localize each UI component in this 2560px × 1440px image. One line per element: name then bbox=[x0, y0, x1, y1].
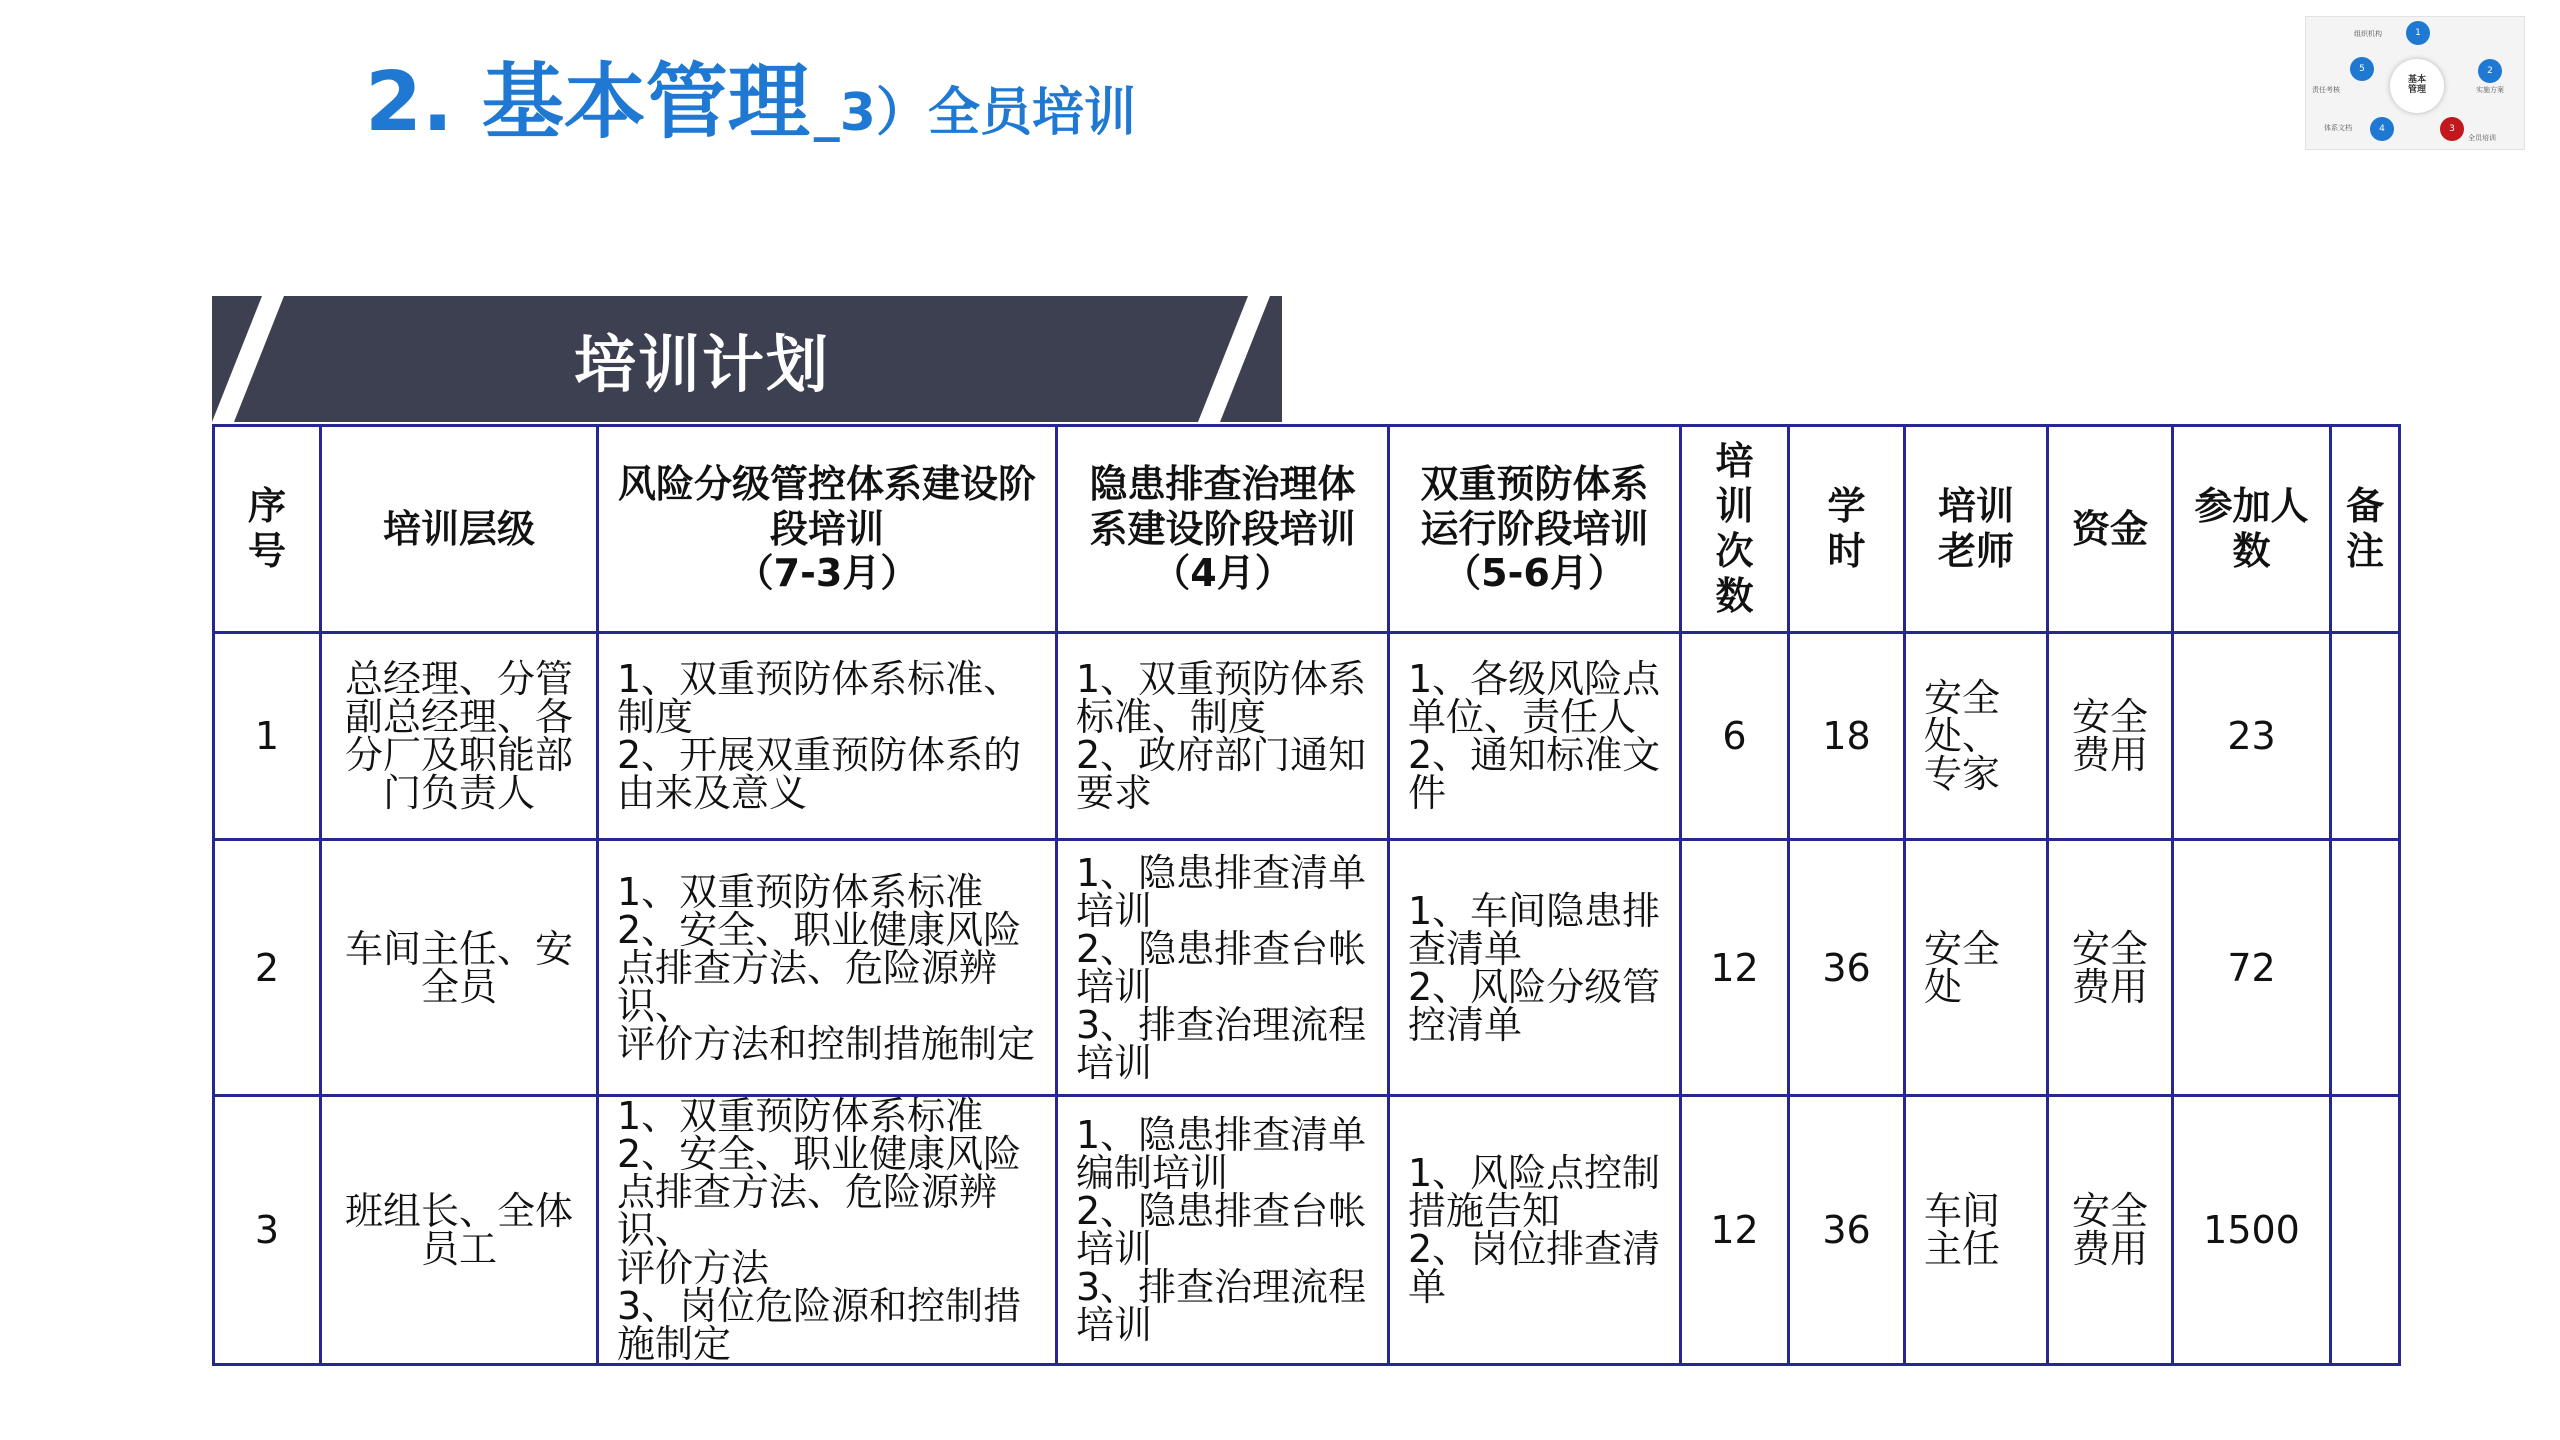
cell-teacher-line: 车间 bbox=[1924, 1189, 2001, 1233]
cell-fund-line: 费用 bbox=[2071, 1227, 2148, 1271]
cell-level-line: 门负责人 bbox=[382, 771, 535, 815]
header-times bbox=[1681, 426, 1789, 633]
header-no-line: 序 bbox=[247, 484, 286, 529]
cell-people: 23 bbox=[2173, 633, 2331, 840]
cell-people: 1500 bbox=[2173, 1096, 2331, 1365]
header-teacher-line: 培训 bbox=[1937, 484, 2014, 529]
section-thumbnail bbox=[2305, 16, 2525, 150]
header-remark bbox=[2331, 426, 2400, 633]
cell-hazard-line: 编制培训 bbox=[1076, 1151, 1229, 1195]
cell-teacher-line: 处、 bbox=[1924, 714, 2001, 758]
cell-hazard-line: 1、双重预防体系 bbox=[1076, 657, 1367, 701]
cell-hazard-line: 培训 bbox=[1076, 1227, 1153, 1271]
cell-risk-line: 评价方法 bbox=[617, 1246, 770, 1290]
cell-dual-line: 1、各级风险点 bbox=[1408, 657, 1661, 701]
cell-dual bbox=[1389, 840, 1681, 1096]
cell-fund bbox=[2048, 840, 2173, 1096]
cell-remark bbox=[2331, 633, 2400, 840]
thumbnail-label-1: 组织机构 bbox=[2354, 30, 2382, 38]
cell-hazard-line: 1、隐患排查清单 bbox=[1076, 850, 1367, 895]
header-hazard-line: （4月） bbox=[1152, 551, 1293, 596]
cell-hours: 36 bbox=[1789, 840, 1905, 1096]
header-people-line: 数 bbox=[2232, 529, 2271, 573]
cell-dual-line: 2、通知标准文 bbox=[1408, 733, 1661, 777]
cell-risk-line: 点排查方法、危险源辨识、 bbox=[617, 945, 998, 1028]
header-dual bbox=[1389, 426, 1681, 633]
cell-risk bbox=[598, 840, 1057, 1096]
cell-fund-line: 安全 bbox=[2071, 926, 2148, 971]
cell-hazard-line: 要求 bbox=[1076, 771, 1153, 815]
cell-risk bbox=[598, 1096, 1057, 1365]
cell-dual-line: 措施告知 bbox=[1408, 1189, 1561, 1233]
cell-teacher-line: 处 bbox=[1924, 964, 1963, 1009]
header-risk-line: （7-3月） bbox=[735, 551, 919, 596]
cell-teacher-line: 专家 bbox=[1924, 752, 2001, 796]
page-title bbox=[365, 55, 1136, 150]
cell-level-line: 分厂及职能部 bbox=[344, 733, 573, 777]
cell-risk-line: 1、双重预防体系标准 bbox=[617, 869, 984, 914]
page-title-main: 2. 基本管理 bbox=[365, 55, 810, 150]
cell-hazard-line: 1、隐患排查清单 bbox=[1076, 1113, 1367, 1157]
cell-hazard-line: 培训 bbox=[1076, 888, 1153, 933]
cell-fund bbox=[2048, 1096, 2173, 1365]
header-level bbox=[321, 426, 598, 633]
header-hours-line: 时 bbox=[1827, 529, 1866, 573]
cell-dual-line: 查清单 bbox=[1408, 926, 1523, 971]
header-no bbox=[214, 426, 321, 633]
cell-hours: 18 bbox=[1789, 633, 1905, 840]
cell-risk-line: 制度 bbox=[617, 695, 694, 739]
thumbnail-label-5: 责任考核 bbox=[2312, 86, 2340, 94]
cell-hazard-line: 2、隐患排查台帐 bbox=[1076, 926, 1367, 971]
cell-risk-line: 2、安全、职业健康风险 bbox=[617, 907, 1022, 952]
cell-remark bbox=[2331, 1096, 2400, 1365]
header-dual-line: 双重预防体系 bbox=[1420, 461, 1649, 506]
header-hazard-line: 系建设阶段培训 bbox=[1089, 506, 1356, 551]
cell-hazard bbox=[1057, 1096, 1389, 1365]
thumbnail-node-3: 3 bbox=[2440, 117, 2464, 141]
cell-level bbox=[321, 633, 598, 840]
cell-hazard-line: 2、隐患排查台帐 bbox=[1076, 1189, 1367, 1233]
training-plan-table bbox=[212, 424, 2401, 1366]
header-hazard-line: 隐患排查治理体 bbox=[1089, 461, 1356, 506]
table-row bbox=[214, 840, 2400, 1096]
header-teacher-line: 老师 bbox=[1937, 529, 2014, 573]
cell-risk bbox=[598, 633, 1057, 840]
cell-teacher bbox=[1905, 840, 2048, 1096]
thumbnail-label-2: 实施方案 bbox=[2476, 86, 2504, 94]
cell-hazard-line: 2、政府部门通知 bbox=[1076, 733, 1367, 777]
cell-level-line: 班组长、全体 bbox=[344, 1189, 573, 1233]
thumbnail-center: 基本 管理 bbox=[2390, 59, 2444, 113]
cell-fund-line: 安全 bbox=[2071, 695, 2148, 739]
page-title-sub: _3）全员培训 bbox=[813, 83, 1136, 143]
header-risk bbox=[598, 426, 1057, 633]
banner-title: 培训计划 bbox=[573, 327, 830, 401]
header-people-line: 参加人 bbox=[2194, 484, 2309, 529]
header-dual-line: 运行阶段培训 bbox=[1420, 506, 1649, 551]
cell-times: 12 bbox=[1681, 1096, 1789, 1365]
cell-teacher bbox=[1905, 1096, 2048, 1365]
thumbnail-label-4: 体系文档 bbox=[2324, 124, 2352, 132]
cell-times: 6 bbox=[1681, 633, 1789, 840]
cell-risk-line: 3、岗位危险源和控制措 bbox=[617, 1284, 1022, 1328]
cell-dual bbox=[1389, 633, 1681, 840]
cell-risk-line: 由来及意义 bbox=[617, 771, 808, 815]
cell-dual-line: 单 bbox=[1408, 1265, 1447, 1309]
cell-times: 12 bbox=[1681, 840, 1789, 1096]
cell-fund bbox=[2048, 633, 2173, 840]
cell-risk-line: 施制定 bbox=[617, 1322, 732, 1366]
cell-risk-line: 点排查方法、危险源辨识、 bbox=[617, 1170, 998, 1252]
cell-level-line: 全员 bbox=[420, 964, 497, 1009]
cell-hazard-line: 培训 bbox=[1076, 964, 1153, 1009]
cell-dual-line: 单位、责任人 bbox=[1408, 695, 1637, 739]
cell-level bbox=[321, 1096, 598, 1365]
cell-level-line: 总经理、分管 bbox=[344, 657, 573, 701]
header-times-line: 数 bbox=[1715, 573, 1754, 618]
cell-hazard-line: 培训 bbox=[1076, 1040, 1153, 1085]
cell-no: 1 bbox=[214, 633, 321, 840]
cell-people: 72 bbox=[2173, 840, 2331, 1096]
cell-hours: 36 bbox=[1789, 1096, 1905, 1365]
cell-level-line: 车间主任、安 bbox=[344, 926, 573, 971]
cell-risk-line: 2、安全、职业健康风险 bbox=[617, 1132, 1022, 1176]
header-people bbox=[2173, 426, 2331, 633]
cell-dual-line: 1、车间隐患排 bbox=[1408, 888, 1661, 933]
header-times-line: 次 bbox=[1715, 529, 1754, 573]
cell-risk-line: 1、双重预防体系标准 bbox=[617, 1094, 984, 1138]
header-level-line: 培训层级 bbox=[382, 506, 535, 551]
cell-dual bbox=[1389, 1096, 1681, 1365]
cell-risk-line: 评价方法和控制措施制定 bbox=[617, 1021, 1036, 1066]
table-row bbox=[214, 633, 2400, 840]
cell-risk-line: 2、开展双重预防体系的 bbox=[617, 733, 1022, 777]
thumbnail-node-5: 5 bbox=[2350, 57, 2374, 81]
header-hours bbox=[1789, 426, 1905, 633]
header-fund-line: 资金 bbox=[2071, 506, 2148, 551]
cell-teacher-line: 安全 bbox=[1924, 676, 2001, 720]
header-risk-line: 段培训 bbox=[769, 506, 884, 551]
header-risk-line: 风险分级管控体系建设阶 bbox=[617, 461, 1036, 506]
header-times-line: 培 bbox=[1715, 439, 1754, 484]
cell-hazard-line: 3、排查治理流程 bbox=[1076, 1265, 1367, 1309]
header-remark-line: 备 bbox=[2345, 484, 2384, 529]
section-banner bbox=[212, 296, 1282, 422]
cell-level-line: 员工 bbox=[420, 1227, 497, 1271]
cell-teacher-line: 主任 bbox=[1924, 1227, 2001, 1271]
cell-dual-line: 控清单 bbox=[1408, 1002, 1523, 1047]
header-no-line: 号 bbox=[247, 529, 286, 573]
thumbnail-node-1: 1 bbox=[2406, 21, 2430, 45]
cell-hazard bbox=[1057, 840, 1389, 1096]
cell-dual-line: 件 bbox=[1408, 771, 1447, 815]
cell-dual-line: 2、岗位排查清 bbox=[1408, 1227, 1661, 1271]
header-times-line: 训 bbox=[1715, 484, 1754, 529]
cell-level-line: 副总经理、各 bbox=[344, 695, 573, 739]
cell-teacher bbox=[1905, 633, 2048, 840]
cell-fund-line: 安全 bbox=[2071, 1189, 2148, 1233]
header-remark-line: 注 bbox=[2345, 529, 2384, 573]
cell-hazard-line: 培训 bbox=[1076, 1303, 1153, 1347]
thumbnail-label-3: 全员培训 bbox=[2468, 134, 2496, 142]
table-row bbox=[214, 1096, 2400, 1365]
cell-hazard-line: 3、排查治理流程 bbox=[1076, 1002, 1367, 1047]
header-dual-line: （5-6月） bbox=[1443, 551, 1626, 596]
cell-fund-line: 费用 bbox=[2071, 733, 2148, 777]
cell-remark bbox=[2331, 840, 2400, 1096]
cell-no: 3 bbox=[214, 1096, 321, 1365]
header-fund bbox=[2048, 426, 2173, 633]
cell-no: 2 bbox=[214, 840, 321, 1096]
cell-dual-line: 2、风险分级管 bbox=[1408, 964, 1661, 1009]
cell-hazard bbox=[1057, 633, 1389, 840]
header-hazard bbox=[1057, 426, 1389, 633]
header-hours-line: 学 bbox=[1827, 484, 1866, 529]
cell-hazard-line: 标准、制度 bbox=[1076, 695, 1267, 739]
cell-teacher-line: 安全 bbox=[1924, 926, 2001, 971]
cell-risk-line: 1、双重预防体系标准、 bbox=[617, 657, 1022, 701]
thumbnail-node-4: 4 bbox=[2370, 117, 2394, 141]
cell-level bbox=[321, 840, 598, 1096]
cell-fund-line: 费用 bbox=[2071, 964, 2148, 1009]
thumbnail-node-2: 2 bbox=[2478, 59, 2502, 83]
table-header-row bbox=[214, 426, 2400, 633]
header-teacher bbox=[1905, 426, 2048, 633]
cell-dual-line: 1、风险点控制 bbox=[1408, 1151, 1661, 1195]
